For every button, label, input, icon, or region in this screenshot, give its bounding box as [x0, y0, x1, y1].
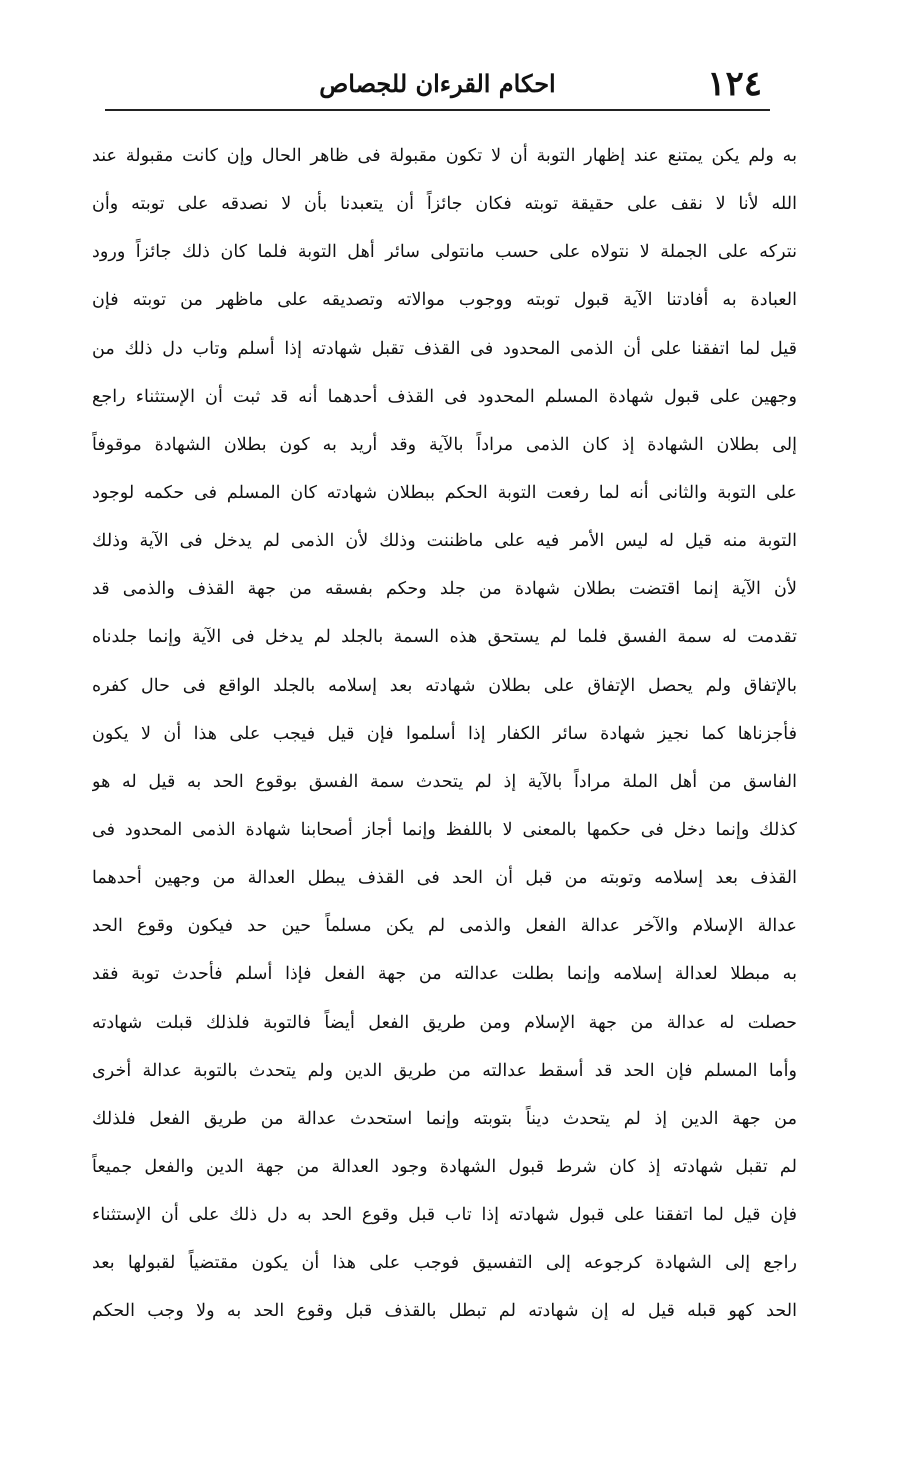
- text-line: بالإتفاق ولم يحصل الإتفاق على بطلان شهادته بعد إسلامه بالجلد الواقع فى حال كفره: [92, 675, 797, 696]
- text-line: راجع إلى الشهادة كرجوعه إلى التفسيق فوجب على هذا أن يكون مقتضياً لقبولها بعد: [92, 1253, 797, 1274]
- text-line: على التوبة والثانى أنه لما رفعت التوبة الحكم ببطلان شهادته كان المسلم فى حكمه لوجود: [92, 482, 797, 503]
- text-line: كذلك وإنما دخل فى حكمها بالمعنى لا باللفظ وإنما أجاز أصحابنا شهادة الذمى المحدود فى: [92, 819, 797, 840]
- text-line: الحد كهو قبله قيل له إن شهادته لم تبطل بالقذف قبل وقوع الحد به ولا وجب الحكم: [92, 1301, 797, 1322]
- text-line: قيل لما اتفقنا على أن الذمى المحدود فى القذف تقبل شهادته إذا أسلم وتاب دل ذلك من: [92, 338, 797, 359]
- page-number: ١٢٤: [707, 64, 762, 104]
- running-title: احكام القرءان للجصاص: [319, 69, 556, 98]
- text-line: القذف بعد إسلامه وتوبته من قبل أن الحد فى القذف يبطل العدالة من وجهين أحدهما: [92, 868, 797, 889]
- body-text: [92, 132, 797, 1336]
- text-line: فإن قيل لما اتفقنا على قبول شهادته إذا تاب قبل وقوع الحد به دل ذلك على أن الإستثناء: [92, 1205, 797, 1226]
- page-header: [105, 62, 770, 106]
- text-line: التوبة منه قيل له ليس الأمر فيه على ماظننت وذلك لأن الذمى لم يدخل فى الآية وذلك: [92, 531, 797, 552]
- header-rule: [105, 109, 770, 111]
- text-line: حصلت له عدالة من جهة الإسلام ومن طريق الفعل أيضاً فالتوبة فلذلك قبلت شهادته: [92, 1012, 797, 1033]
- text-line: تقدمت له سمة الفسق فلما لم يستحق هذه السمة بالجلد لم يدخل فى الآية وإنما جلدناه: [92, 627, 797, 648]
- text-line: نتركه على الجملة لا نتولاه على حسب مانتولى سائر أهل التوبة فلما كان ذلك جائزاً ورود: [92, 242, 797, 263]
- text-line: الفاسق من أهل الملة مراداً بالآية إذ لم يتحدث سمة الفسق بوقوع الحد به قيل له هو: [92, 771, 797, 792]
- text-line: لم تقبل شهادته إذ كان شرط قبول الشهادة وجود العدالة من جهة الدين والفعل جميعاً: [92, 1156, 797, 1177]
- text-line: العبادة به أفادتنا الآية قبول توبته ووجوب موالاته وتصديقه على ماظهر من توبته فإن: [92, 290, 797, 311]
- text-line: عدالة الإسلام والآخر عدالة الفعل والذمى لم يكن مسلماً حين حد فيكون وقوع الحد: [92, 916, 797, 937]
- text-line: الله لأنا لا نقف على حقيقة توبته فكان جائزاً أن يتعبدنا بأن لا نصدقه على توبته وأن: [92, 194, 797, 215]
- text-line: وجهين على قبول شهادة المسلم المحدود فى القذف أحدهما أنه قد ثبت أن الإستثناء راجع: [92, 386, 797, 407]
- text-line: من جهة الدين إذ لم يتحدث ديناً بتوبته وإنما استحدث عدالة من طريق الفعل فلذلك: [92, 1108, 797, 1129]
- text-line: إلى بطلان الشهادة إذ كان الذمى مراداً بالآية وقد أريد به كون بطلان الشهادة موقوفاً: [92, 434, 797, 455]
- text-line: فأجزناها كما نجيز شهادة سائر الكفار إذا أسلموا فإن قيل فيجب على هذا أن لا يكون: [92, 723, 797, 744]
- text-line: وأما المسلم فإن الحد قد أسقط عدالته من طريق الدين ولم يتحدث بالتوبة عدالة أخرى: [92, 1060, 797, 1081]
- text-line: به ولم يكن يمتنع عند إظهار التوبة أن لا تكون مقبولة فى ظاهر الحال وإن كانت مقبولة عند: [92, 146, 797, 166]
- text-line: به مبطلا لعدالة إسلامه وإنما بطلت عدالته من جهة الفعل فإذا أسلم فأحدث توبة فقد: [92, 964, 797, 985]
- text-line: لأن الآية إنما اقتضت بطلان شهادة من جلد وحكم بفسقه من جهة القذف والذمى قد: [92, 579, 797, 600]
